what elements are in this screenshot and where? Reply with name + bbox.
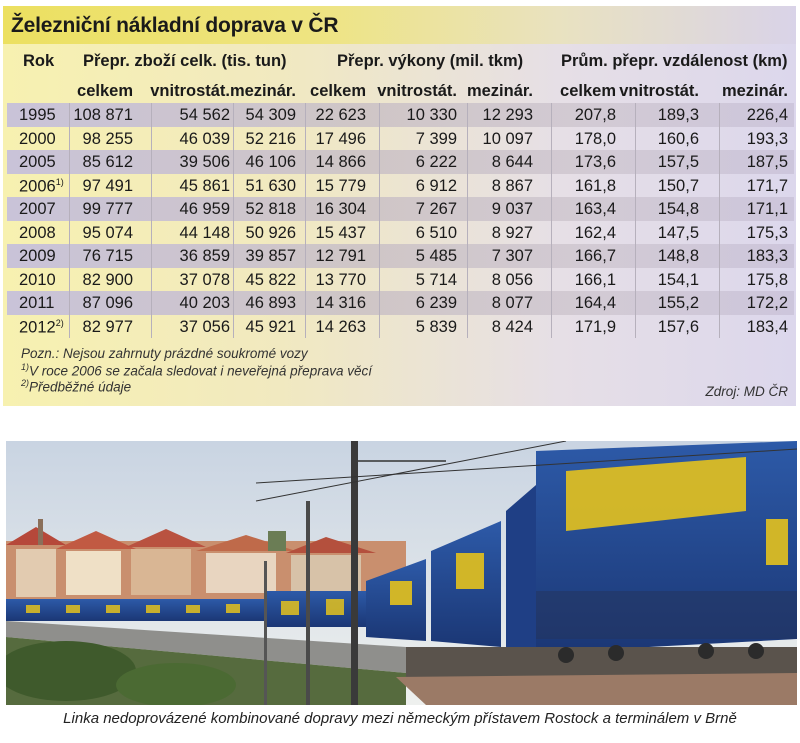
year-cell [19,153,56,172]
table-cell: 15 779 [315,176,366,195]
photo-caption: Linka nedoprovázené kombinované dopravy mezi německým přístavem Rostock a terminálem v Brně [63,710,737,727]
column-divider [719,150,720,174]
table-cell: 52 216 [245,129,296,148]
table-cell: 40 203 [179,294,230,312]
year-value: 2011 [19,294,55,312]
column-divider [719,268,720,292]
table-cell: 8 867 [491,176,533,195]
column-divider [551,174,552,198]
footnote-2 [21,378,131,395]
table-cell: 37 078 [179,270,230,289]
column-divider [151,291,152,315]
table-cell: 166,7 [574,247,616,265]
column-divider [635,221,636,245]
table-cell: 14 316 [315,294,366,312]
column-divider [551,244,552,268]
train-photo [6,441,797,705]
subcolumn-header: celkem [310,82,366,100]
table-cell: 50 926 [245,223,296,242]
table-cell: 160,6 [657,129,699,148]
column-divider [551,197,552,221]
table-cell: 10 330 [406,106,457,124]
table-cell: 166,1 [574,270,616,289]
table-cell: 207,8 [574,106,616,124]
column-divider [467,268,468,292]
table-cell: 193,3 [746,129,788,148]
column-divider [635,103,636,127]
table-cell: 178,0 [574,129,616,148]
column-divider [635,244,636,268]
table-cell: 87 096 [82,294,133,312]
table-row [7,244,794,268]
year-value: 2000 [19,129,56,148]
table-cell: 13 770 [315,270,366,289]
column-divider [69,150,70,174]
table-note: Pozn.: Nejsou zahrnuty prázdné soukromé vozy [21,346,308,361]
table-cell: 9 037 [491,200,533,218]
column-divider [151,150,152,174]
table-panel [3,6,796,406]
table-cell: 7 307 [491,247,533,265]
column-divider [233,268,234,292]
column-divider [151,127,152,151]
table-cell: 108 871 [73,106,133,124]
table-cell: 46 893 [245,294,296,312]
subcolumn-header: celkem [77,82,133,100]
table-cell: 54 562 [179,106,230,124]
column-divider [635,291,636,315]
year-cell [19,247,56,266]
table-cell: 85 612 [82,153,133,171]
column-divider [151,244,152,268]
column-divider [305,315,306,339]
year-value: 2010 [19,270,56,289]
table-cell: 6 912 [415,176,457,195]
year-cell [19,318,64,338]
subcolumn-header: mezinár. [229,82,296,100]
column-divider [719,174,720,198]
column-divider [551,315,552,339]
table-cell: 8 644 [491,153,533,171]
column-divider [233,103,234,127]
table-cell: 14 866 [315,153,366,171]
year-cell [19,177,64,197]
train-photo-illustration [6,441,797,705]
column-divider [69,174,70,198]
table-cell: 45 822 [245,270,296,289]
year-cell [19,106,56,125]
table-cell: 10 097 [482,129,533,148]
table-cell: 6 222 [415,153,457,171]
footnote-2-text: Předběžné údaje [29,379,132,395]
table-row [7,268,794,292]
column-divider [151,197,152,221]
table-cell: 39 857 [245,247,296,265]
column-divider [719,315,720,339]
column-divider [151,315,152,339]
column-divider [69,221,70,245]
year-value: 2005 [19,153,56,171]
column-divider [379,150,380,174]
column-divider [551,127,552,151]
table-cell: 12 293 [482,106,533,124]
year-value: 2007 [19,200,56,218]
column-divider [305,291,306,315]
table-cell: 155,2 [657,294,699,312]
column-divider [233,174,234,198]
column-divider [379,268,380,292]
column-divider [69,103,70,127]
column-divider [719,103,720,127]
column-divider [635,127,636,151]
year-cell [19,200,56,219]
table-cell: 183,3 [746,247,788,265]
table-cell: 36 859 [179,247,230,265]
column-divider [151,103,152,127]
group-header-performance: Přepr. výkony (mil. tkm) [337,52,524,70]
table-row [7,150,794,174]
column-divider [635,174,636,198]
table-cell: 8 056 [491,270,533,289]
column-divider [551,268,552,292]
table-cell: 162,4 [574,223,616,242]
column-divider [305,150,306,174]
table-cell: 7 267 [415,200,457,218]
column-divider [379,315,380,339]
column-divider [467,174,468,198]
column-divider [151,174,152,198]
table-row [7,127,794,151]
subcolumn-header: mezinár. [721,82,788,100]
table-cell: 12 791 [315,247,366,265]
column-divider [233,127,234,151]
table-cell: 175,8 [746,270,788,289]
title-bar [3,6,796,44]
table-cell: 97 491 [82,176,133,195]
year-cell [19,294,54,313]
column-divider [305,268,306,292]
column-divider [551,221,552,245]
subcolumn-header: celkem [560,82,616,100]
year-value: 1995 [19,106,56,124]
column-divider [233,197,234,221]
column-divider [719,197,720,221]
column-divider [635,197,636,221]
table-cell: 45 861 [179,176,230,195]
column-divider [379,174,380,198]
table-cell: 8 927 [491,223,533,242]
table-cell: 82 900 [82,270,133,289]
table-cell: 17 496 [315,129,366,148]
column-divider [379,197,380,221]
footnote-marker: 1) [55,176,64,187]
column-divider [69,197,70,221]
year-value: 2008 [19,223,56,242]
table-cell: 37 056 [179,317,230,336]
column-divider [233,244,234,268]
table-cell: 171,7 [746,176,788,195]
source-note: Zdroj: MD ČR [705,384,788,399]
table-cell: 161,8 [574,176,616,195]
table-cell: 95 074 [82,223,133,242]
table-cell: 98 255 [82,129,133,148]
table-cell: 51 630 [245,176,296,195]
year-value: 2009 [19,247,56,265]
table-row [7,174,794,198]
year-column-header: Rok [23,52,55,70]
table-body [7,103,794,338]
table-cell: 154,1 [657,270,699,289]
table-cell: 82 977 [82,317,133,336]
table-cell: 187,5 [746,153,788,171]
year-value: 2012 [19,318,56,336]
table-cell: 163,4 [574,200,616,218]
table-cell: 154,8 [657,200,699,218]
column-divider [467,221,468,245]
table-cell: 183,4 [746,317,788,336]
column-divider [233,315,234,339]
table-cell: 39 506 [179,153,230,171]
table-row [7,291,794,315]
table-cell: 8 077 [491,294,533,312]
column-divider [467,150,468,174]
column-divider [719,291,720,315]
column-divider [305,197,306,221]
table-cell: 54 309 [245,106,296,124]
table-cell: 171,9 [574,317,616,336]
column-divider [69,244,70,268]
table-cell: 5 839 [415,317,457,336]
table-cell: 16 304 [315,200,366,218]
column-divider [467,127,468,151]
column-divider [305,244,306,268]
subcolumn-header: vnitrostát. [150,82,230,100]
column-divider [635,315,636,339]
column-divider [467,244,468,268]
table-cell: 22 623 [315,106,366,124]
column-divider [551,291,552,315]
column-divider [69,127,70,151]
table-row [7,197,794,221]
footnote-1 [21,362,372,379]
table-cell: 6 510 [415,223,457,242]
column-divider [69,268,70,292]
year-value: 2006 [19,177,56,195]
column-divider [379,127,380,151]
table-row [7,103,794,127]
column-divider [233,150,234,174]
table-row [7,315,794,339]
subcolumn-header: vnitrostát. [377,82,457,100]
table-cell: 147,5 [657,223,699,242]
column-divider [305,174,306,198]
year-cell [19,130,56,149]
table-cell: 44 148 [179,223,230,242]
table-cell: 8 424 [491,317,533,336]
column-divider [551,103,552,127]
table-cell: 172,2 [746,294,788,312]
column-divider [305,221,306,245]
column-divider [719,221,720,245]
table-cell: 157,6 [657,317,699,336]
column-divider [69,315,70,339]
table-title: Železniční nákladní doprava v ČR [11,14,339,37]
table-cell: 148,8 [657,247,699,265]
column-divider [233,221,234,245]
column-divider [379,291,380,315]
footnote-marker: 2) [55,317,64,328]
group-header-distance: Prům. přepr. vzdálenost (km) [561,52,788,70]
column-divider [719,127,720,151]
subcolumn-header: mezinár. [466,82,533,100]
table-cell: 164,4 [574,294,616,312]
column-divider [719,244,720,268]
column-divider [551,150,552,174]
year-cell [19,271,56,290]
table-cell: 157,5 [657,153,699,171]
column-divider [379,103,380,127]
table-cell: 189,3 [657,106,699,124]
table-cell: 14 263 [315,317,366,336]
table-cell: 5 485 [415,247,457,265]
column-divider [305,127,306,151]
column-divider [379,221,380,245]
column-divider [233,291,234,315]
table-cell: 46 959 [179,200,230,218]
column-divider [635,150,636,174]
table-cell: 76 715 [82,247,133,265]
table-cell: 7 399 [415,129,457,148]
column-divider [305,103,306,127]
footnote-2-marker: 2) [21,378,30,388]
column-divider [379,244,380,268]
table-cell: 150,7 [657,176,699,195]
column-divider [467,103,468,127]
column-divider [467,291,468,315]
table-cell: 6 239 [415,294,457,312]
table-cell: 45 921 [245,317,296,336]
column-divider [467,315,468,339]
table-cell: 15 437 [315,223,366,242]
table-cell: 175,3 [746,223,788,242]
table-cell: 46 039 [179,129,230,148]
table-cell: 46 106 [245,153,296,171]
footnote-1-marker: 1) [21,362,30,372]
table-cell: 173,6 [574,153,616,171]
table-cell: 226,4 [746,106,788,124]
footnote-1-text: V roce 2006 se začala sledovat i neveřejná přeprava věcí [29,363,372,379]
table-row [7,221,794,245]
table-cell: 52 818 [245,200,296,218]
table-cell: 99 777 [82,200,133,218]
table-cell: 5 714 [415,270,457,289]
subcolumn-header: vnitrostát. [619,82,699,100]
group-header-goods: Přepr. zboží celk. (tis. tun) [83,52,287,70]
table-cell: 171,1 [746,200,788,218]
column-divider [151,221,152,245]
column-divider [467,197,468,221]
column-divider [151,268,152,292]
column-divider [69,291,70,315]
column-divider [635,268,636,292]
year-cell [19,224,56,243]
